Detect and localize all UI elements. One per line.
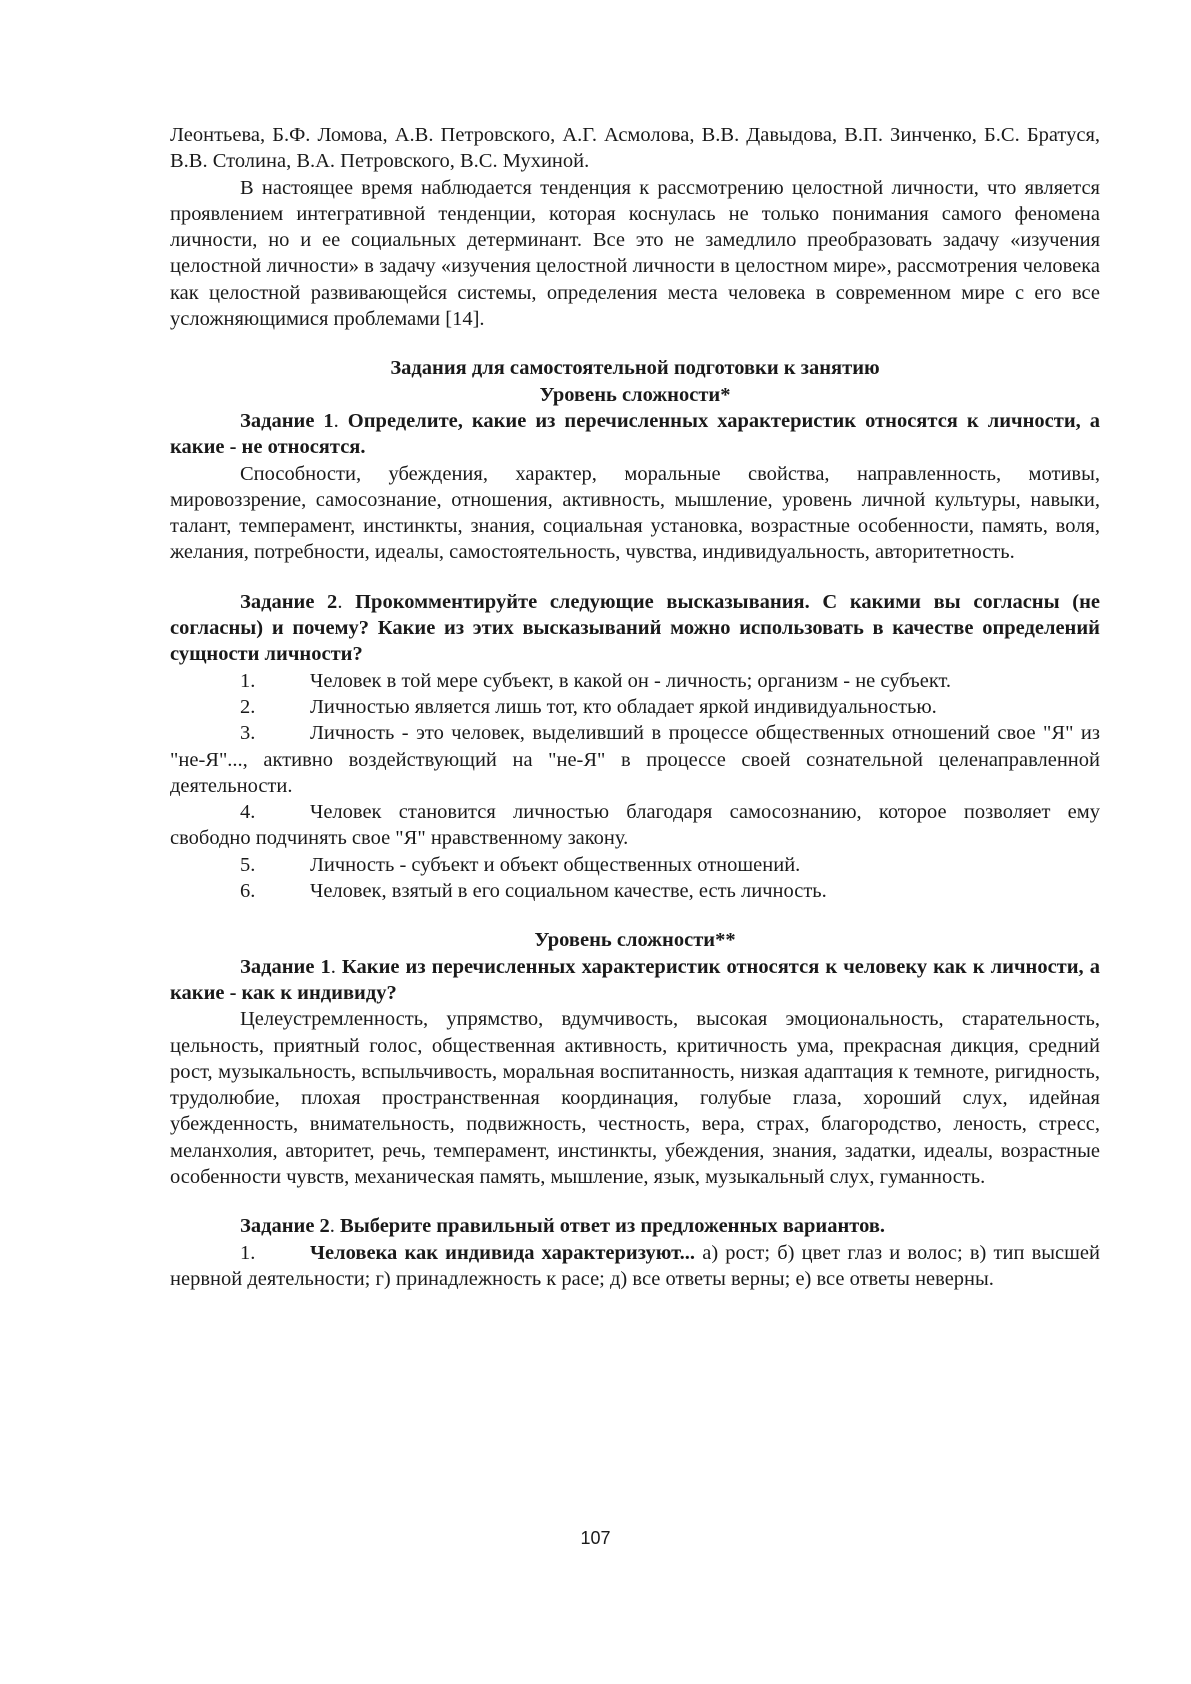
statement-text: Человек становится личностью благодаря самосознанию, которое позволяет ему свободно подчинять свое "Я" нравственному закону. [170,801,1100,850]
statement-1 [170,668,1100,694]
statement-3 [170,720,1100,799]
list-number: 2. [240,695,256,718]
statement-text: Человек в той мере субъект, в какой он - личность; организм - не субъект. [310,669,952,692]
statement-2 [170,694,1100,720]
list-number: 6. [240,880,256,903]
level2-task2-heading: Задание 2. Выберите правильный ответ из предложенных вариантов. [240,1215,886,1238]
statement-text: Личность - это человек, выделивший в процессе общественных отношений свое "Я" из "не-Я"..., активно воздействующий на "не-Я" в процессе своей сознательной целенаправленной деятельности. [170,722,1100,797]
statement-4 [170,799,1100,852]
page-content [170,122,1100,1292]
list-number: 1. [240,1241,256,1264]
level2-task1-body: Целеустремленность, упрямство, вдумчивость, высокая эмоциональность, старательность, цельность, приятный голос, общественная активность, критичность ума, прекрасная дикция, средний рост, музыкальность, вспыльчивость, моральная воспитанность, низкая адаптация к темноте, ригидность, трудолюбие, плохая пространственная координация, голубые глаза, хороший слух, идейная убежденность, внимательность, подвижность, честность, вера, страх, благородство, леность, стресс, меланхолия, авторитет, речь, темперамент, инстинкты, убеждения, знания, задатки, идеалы, возрастные особенности чувств, механическая память, мышление, язык, музыкальный слух, гуманность. [170,1008,1100,1188]
task-label: Задание 1 [240,409,334,432]
list-number: 3. [240,722,256,745]
question-stem: Человека как индивида характеризуют... [310,1241,696,1264]
intro-paragraph-1: Леонтьева, Б.Ф. Ломова, А.В. Петровского, А.Г. Асмолова, В.В. Давыдова, В.П. Зинченко, Б.С. Братуся, В.В. Столина, В.А. Петровского, В.С. Мухиной. [170,124,1100,173]
section-title: Задания для самостоятельной подготовки к занятию [390,357,880,380]
answer-options: а) рост; б) цвет глаз и волос; в) тип высшей нервной деятельности; г) принадлежность к расе; д) все ответы верны; е) все ответы неверны. [170,1241,1100,1290]
statement-text: Личность - субъект и объект общественных отношений. [310,853,801,876]
level1-task1-body: Способности, убеждения, характер, моральные свойства, направленность, мотивы, мировоззрение, самосознание, отношения, активность, мышление, уровень личной культуры, навыки, талант, темперамент, инстинкты, знания, социальная установка, возрастные особенности, память, воля, желания, потребности, идеалы, самостоятельность, чувства, индивидуальность, авторитетность. [170,462,1100,564]
list-number: 4. [240,801,256,824]
level1-task1-heading: Задание 1. Определите, какие из перечисленных характеристик относятся к личности, а какие - не относятся. [170,409,1100,459]
statement-6 [170,878,1100,904]
level-1-heading: Уровень сложности* [539,383,731,406]
statement-text: Личностью является лишь тот, кто обладает яркой индивидуальностью. [310,695,937,718]
statement-5 [170,852,1100,878]
task-label: Задание 2 [240,1215,330,1238]
intro-paragraph-2: В настоящее время наблюдается тенденция к рассмотрению целостной личности, что является проявлением интегративной тенденции, которая коснулась не только понимания самого феномена личности, но и ее социальных детерминант. Все это не замедлило преобразовать задачу «изучения целостной личности» в задачу «изучения целостной личности в целостном мире», рассмотрения человека как целостной развивающейся системы, определения места человека в современном мире с его все усложняющимися проблемами [14]. [170,176,1100,331]
level1-task2-heading: Задание 2. Прокомментируйте следующие высказывания. С какими вы согласны (не согласны) и почему? Какие из этих высказываний можно использовать в качестве определений сущности личности? [170,590,1101,666]
task-question: Определите, какие из перечисленных характеристик относятся к личности, а какие - не относятся. [170,409,1100,459]
task-label: Задание 1 [240,955,331,978]
question-1 [170,1240,1100,1293]
task-label: Задание 2 [240,590,338,613]
level-2-heading: Уровень сложности** [534,929,736,952]
task-question: Выберите правильный ответ из предложенных вариантов. [340,1215,886,1238]
list-number: 5. [240,853,256,876]
page-number: 107 [580,1528,611,1548]
list-number: 1. [240,669,256,692]
task-question: Какие из перечисленных характеристик относятся к человеку как к личности, а какие - как к индивиду? [170,955,1100,1004]
level2-task1-heading: Задание 1. Какие из перечисленных характеристик относятся к человеку как к личности, а какие - как к индивиду? [170,955,1100,1004]
statement-text: Человек, взятый в его социальном качестве, есть личность. [310,880,827,903]
task-question: Прокомментируйте следующие высказывания. С какими вы согласны (не согласны) и почему? Какие из этих высказываний можно использовать в качестве определений сущности личности? [170,590,1101,666]
